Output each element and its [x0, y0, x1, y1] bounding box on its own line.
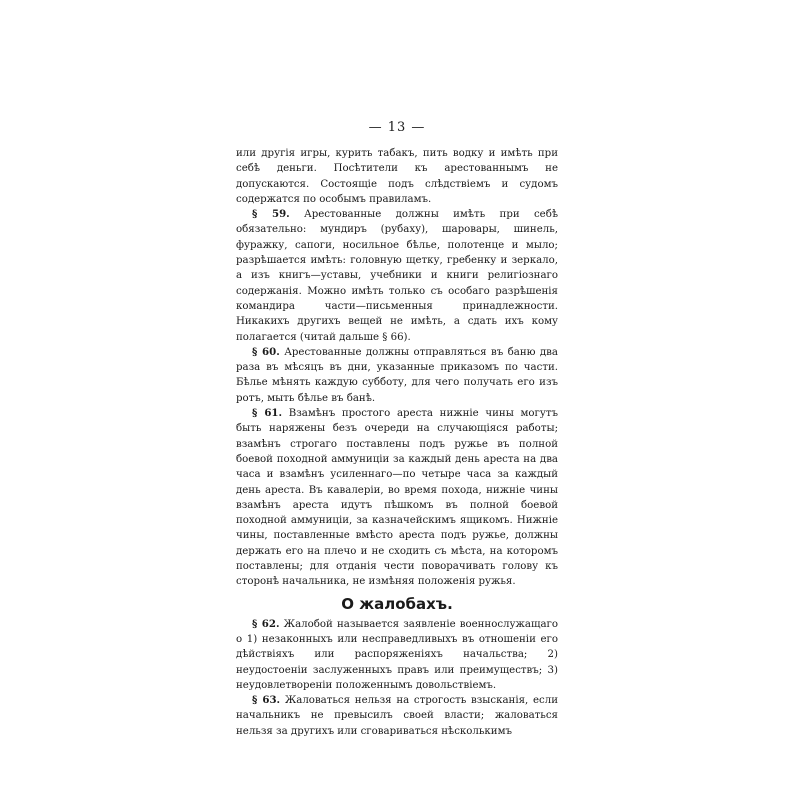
- paragraph-60: [236, 345, 558, 406]
- section-number: § 63.: [252, 694, 281, 707]
- section-heading: О жалобахъ.: [341, 594, 453, 613]
- section-number: § 61.: [252, 407, 283, 420]
- paragraph-text: Арестованные должны имѣть при себѣ обязательно: мундиръ (рубаху), шаровары, шинель, фуражку, сапоги, носильное бѣлье, полотенце и мыло; разрѣшается имѣть: головную щетку, гребенку и зеркало, а изъ книгъ—уставы, учебники и книги религіознаго содержанія. Можно имѣть только съ особаго разрѣшенія командира части—письменныя принадлежности. Никакихъ другихъ вещей не имѣть, а сдать ихъ кому полагается (читай дальше § 66).: [236, 209, 558, 343]
- book-page: [236, 120, 558, 739]
- page-number: — 13 —: [368, 120, 426, 135]
- paragraph-text: Жалобой называется заявленіе военнослужащаго о 1) незаконныхъ или несправедливыхъ въ отношеніи его дѣйствіяхъ или распоряженіяхъ начальства; 2) неудостоеніи заслуженныхъ правъ или преимуществъ; 3) неудовлетвореніи положеннымъ довольствіемъ.: [236, 618, 558, 691]
- paragraph-61: [236, 406, 558, 590]
- section-number: § 59.: [252, 208, 290, 221]
- paragraph-text: Жаловаться нельзя на строгость взысканія, если начальникъ не превысилъ своей власти; жаловаться нельзя за другихъ или сговариваться нѣсколькимъ: [236, 695, 558, 737]
- paragraphs-before: [236, 146, 558, 590]
- paragraph-text: Взамѣнъ простого ареста нижніе чины могутъ быть наряжены безъ очереди на случающіяся работы; взамѣнъ строгаго поставлены подъ ружье въ полной боевой походной аммуниціи за каждый день ареста на два часа и взамѣнъ усиленнаго—по четыре часа за каждый день ареста. Въ кавалеріи, во время похода, нижніе чины взамѣнъ ареста идутъ пѣшкомъ въ полной боевой походной аммуниціи, за казначейскимъ ящикомъ. Нижніе чины, поставленные вмѣсто ареста подъ ружье, должны держать его на плечо и не сходить съ мѣста, на которомъ поставлены; для отданія чести поворачивать голову къ сторонѣ начальника, не измѣняя положенія ружья.: [236, 408, 558, 588]
- paragraph-text: или другія игры, курить табакъ, пить водку и имѣть при себѣ деньги. Посѣтители къ арестованнымъ не допускаются. Состоящіе подъ слѣдствіемъ и судомъ содержатся по особымъ правиламъ.: [236, 148, 558, 205]
- paragraph-62: [236, 617, 558, 693]
- paragraphs-after: [236, 617, 558, 739]
- paragraph-63: [236, 693, 558, 739]
- section-number: § 60.: [252, 345, 280, 358]
- paragraph-59: [236, 207, 558, 345]
- paragraph-text: Арестованные должны отправляться въ баню два раза въ мѣсяцъ въ дни, указанные приказомъ по части. Бѣлье мѣнять каждую субботу, для чего получать его изъ ротъ, мыть бѣлье въ банѣ.: [236, 346, 558, 404]
- section-number: § 62.: [252, 617, 280, 630]
- paragraph-continuation: [236, 146, 558, 207]
